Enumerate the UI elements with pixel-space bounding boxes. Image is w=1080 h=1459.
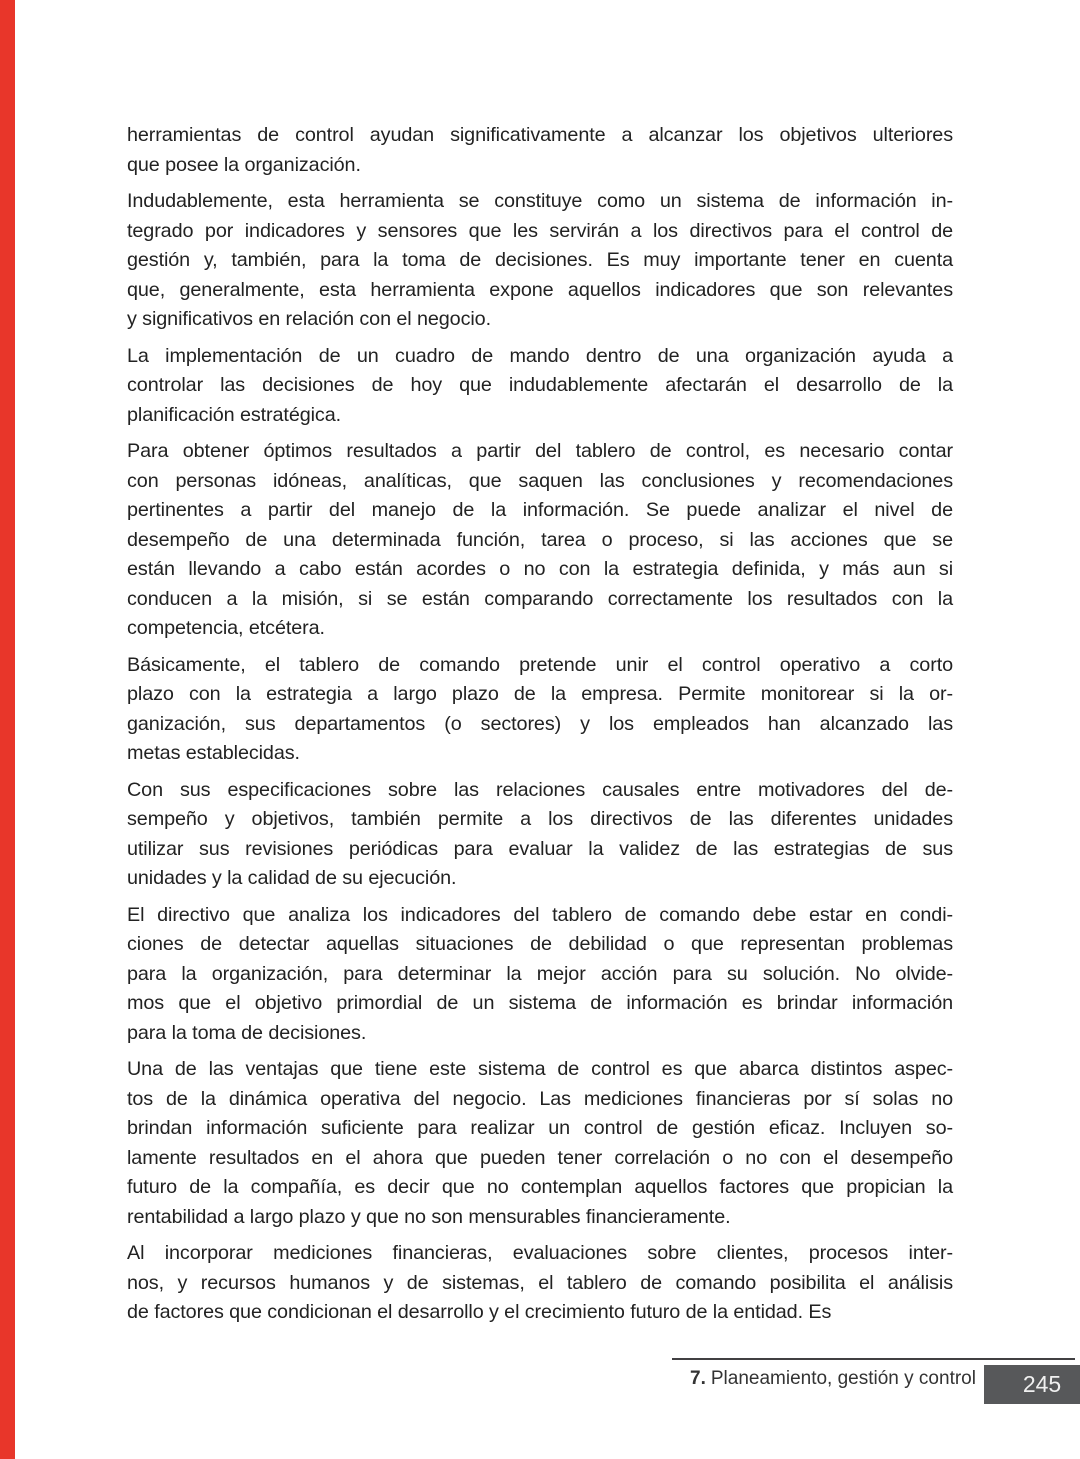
text-line: Para obtener óptimos resultados a partir del tablero de control, es necesario contar: [127, 440, 953, 462]
paragraph: [127, 651, 953, 769]
text-line: lamente resultados en el ahora que pueden tener correlación o no con el desempeño: [127, 1146, 953, 1169]
text-line: y significativos en relación con el negocio.: [127, 308, 491, 330]
text-line: planificación estratégica.: [127, 403, 342, 426]
text-line: ciones de detectar aquellas situaciones de debilidad o que representan problemas: [127, 933, 953, 955]
text-line: sempeño y objetivos, también permite a los directivos de las diferentes unidades: [127, 808, 953, 830]
paragraph: [127, 901, 953, 1049]
text-line: controlar las decisiones de hoy que indudablemente afectarán el desarrollo de la: [127, 374, 953, 396]
paragraph: [127, 1239, 953, 1328]
text-line: El directivo que analiza los indicadores del tablero de comando debe estar en condi-: [127, 903, 953, 926]
page-number: 245: [1022, 1371, 1062, 1397]
paragraph: [127, 1055, 953, 1232]
text-line: competencia, etcétera.: [127, 617, 325, 639]
text-line: de factores que condicionan el desarrollo y el crecimiento futuro de la entidad. Es: [127, 1301, 832, 1323]
text-line: mos que el objetivo primordial de un sistema de información es brindar información: [127, 992, 953, 1014]
page-edge-stripe: [0, 0, 15, 1459]
text-line: para la organización, para determinar la mejor acción para su solución. No olvide-: [127, 962, 953, 985]
paragraph: [127, 437, 953, 644]
text-line: metas establecidas.: [127, 742, 300, 764]
text-line: Indudablemente, esta herramienta se constituye como un sistema de información in-: [127, 190, 953, 212]
text-line: tos de la dinámica operativa del negocio. Las mediciones financieras por sí solas no: [127, 1087, 953, 1110]
chapter-footer: [690, 1366, 976, 1392]
text-line: están llevando a cabo están acordes o no con la estrategia definida, y más aun si: [127, 558, 953, 580]
text-line: pertinentes a partir del manejo de la información. Se puede analizar el nivel de: [127, 499, 953, 521]
text-line: brindan información suficiente para realizar un control de gestión eficaz. Incluyen so-: [127, 1117, 953, 1139]
text-line: futuro de la compañía, es decir que no contemplan aquellos factores que propician la: [127, 1176, 953, 1198]
text-line: unidades y la calidad de su ejecución.: [127, 867, 457, 889]
chapter-title: Planeamiento, gestión y control: [710, 1368, 976, 1389]
text-line: Básicamente, el tablero de comando pretende unir el control operativo a corto: [127, 653, 953, 676]
text-line: que, generalmente, esta herramienta expone aquellos indicadores que son relevantes: [127, 278, 953, 301]
text-line: para la toma de decisiones.: [127, 1021, 367, 1044]
text-line: utilizar sus revisiones periódicas para evaluar la validez de las estrategias de sus: [127, 837, 953, 860]
paragraph: [127, 121, 953, 180]
text-line: Al incorporar mediciones financieras, evaluaciones sobre clientes, procesos inter-: [127, 1242, 953, 1264]
text-line: ganización, sus departamentos (o sectores) y los empleados han alcanzado las: [127, 712, 953, 735]
chapter-number: 7.: [690, 1368, 706, 1389]
text-line: desempeño de una determinada función, tarea o proceso, si las acciones que se: [127, 528, 953, 551]
text-line: Con sus especificaciones sobre las relaciones causales entre motivadores del de-: [127, 778, 953, 801]
text-line: La implementación de un cuadro de mando dentro de una organización ayuda a: [127, 344, 953, 367]
text-line: herramientas de control ayudan significativamente a alcanzar los objetivos ulteriores: [127, 124, 953, 146]
paragraph: [127, 342, 953, 431]
paragraph: [127, 776, 953, 894]
text-line: plazo con la estrategia a largo plazo de la empresa. Permite monitorear si la or-: [127, 683, 953, 705]
text-line: nos, y recursos humanos y de sistemas, el tablero de comando posibilita el análisis: [127, 1271, 953, 1294]
page-number-box: [984, 1365, 1080, 1404]
text-line: conducen a la misión, si se están comparando correctamente los resultados con la: [127, 587, 953, 610]
footer-rule: [672, 1358, 1075, 1360]
text-line: que posee la organización.: [127, 153, 361, 176]
paragraph: [127, 187, 953, 335]
text-line: con personas idóneas, analíticas, que saquen las conclusiones y recomendaciones: [127, 469, 953, 492]
page-body-text: [127, 121, 953, 1335]
text-line: gestión y, también, para la toma de decisiones. Es muy importante tener en cuenta: [127, 249, 953, 271]
text-line: tegrado por indicadores y sensores que les servirán a los directivos para el control de: [127, 219, 953, 242]
text-line: Una de las ventajas que tiene este sistema de control es que abarca distintos aspec-: [127, 1058, 953, 1080]
text-line: rentabilidad a largo plazo y que no son mensurables financieramente.: [127, 1205, 731, 1228]
